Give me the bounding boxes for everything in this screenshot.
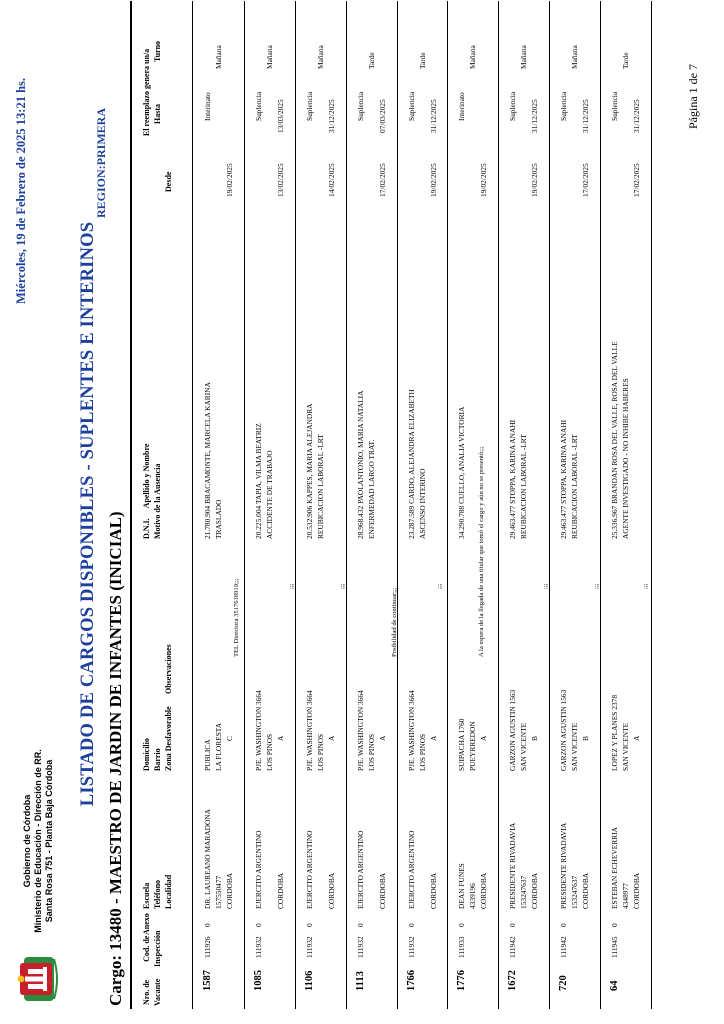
address: LOPEZ Y PLANES 2378 <box>610 694 619 771</box>
shift: Mañana <box>570 45 579 69</box>
address-cell <box>559 690 581 771</box>
unfavorable-zone: A <box>632 735 641 741</box>
table-row <box>448 1 499 1009</box>
person-cell <box>457 407 479 539</box>
school-name: PRESIDENTE RIVADAVIA <box>559 822 568 909</box>
person-cell <box>203 382 225 539</box>
replacement-type: Suplencia <box>254 91 263 121</box>
school-phone: 153247637 <box>519 875 528 909</box>
gov-line-1: Gobierno de Córdoba <box>22 794 32 888</box>
school-cell <box>305 831 338 910</box>
shift: Mañana <box>519 45 528 69</box>
school-cell <box>559 823 592 909</box>
replacement-type: Suplencia <box>559 91 568 121</box>
end-date: 13/03/2025 <box>276 99 285 133</box>
school-phone: 157550477 <box>214 875 223 909</box>
start-date: 19/02/2025 <box>225 163 234 197</box>
absence-reason: REUBICACION LABORAL -LRT <box>316 434 325 539</box>
end-date: 31/12/2025 <box>530 99 539 133</box>
address-cell <box>508 690 530 771</box>
inspection-code: 111926 <box>203 936 212 958</box>
inspection-code: 111933 <box>457 936 466 958</box>
start-date: 13/02/2025 <box>276 163 285 197</box>
address-cell <box>203 723 225 771</box>
observations: TEL Directora 3517618919;;; <box>233 578 240 657</box>
neighborhood: LA FLORESTA <box>214 722 223 771</box>
inspection-code: 111945 <box>610 936 619 958</box>
school-cell <box>203 809 236 909</box>
column-header-desde: Desde <box>164 171 173 192</box>
school-cell <box>254 831 287 910</box>
address-cell <box>254 690 276 771</box>
inspection-code: 111942 <box>559 936 568 958</box>
vacancy-number: 1113 <box>355 971 366 991</box>
school-name: DR. LAUREANO MARADONA <box>203 809 212 909</box>
column-header-dni: D.N.I. <box>142 518 151 539</box>
end-date: 31/12/2025 <box>327 99 336 133</box>
person-cell <box>305 403 327 539</box>
school-cell <box>508 823 541 909</box>
top-divider <box>130 1 132 1009</box>
school-phone: 153247637 <box>570 875 579 909</box>
vacancy-number: 1776 <box>456 970 467 991</box>
vacancy-number: 720 <box>558 975 569 991</box>
column-header-nro: Nro. de Vacante <box>142 978 162 1006</box>
unfavorable-zone: A <box>479 735 488 741</box>
dni-and-name: 34.290.788 CUELLO, ANALIA VICTORIA <box>457 406 466 539</box>
anexo-value: 0 <box>203 923 212 927</box>
anexo-value: 0 <box>356 923 365 927</box>
school-phone <box>418 831 429 910</box>
table-row <box>398 1 448 1009</box>
neighborhood: SAN VICENTE <box>519 722 528 771</box>
column-header-nombre: Apellido y Nombre <box>142 443 151 509</box>
table-row <box>550 1 601 1009</box>
table-row <box>499 1 550 1009</box>
address-cell <box>457 718 479 771</box>
start-date: 17/02/2025 <box>632 163 641 197</box>
unfavorable-zone: B <box>530 736 539 741</box>
school-cell <box>407 831 440 910</box>
school-locality: CORDOBA <box>479 872 488 909</box>
neighborhood: LOS PINOS <box>265 733 274 771</box>
vacancy-number: 1672 <box>507 970 518 991</box>
end-date: 31/12/2025 <box>581 99 590 133</box>
page-number: Página 1 de 7 <box>686 64 700 129</box>
school-locality: CORDOBA <box>581 872 590 909</box>
unfavorable-zone: B <box>581 736 590 741</box>
shift: Mañana <box>265 45 274 69</box>
person-cell <box>407 389 429 539</box>
column-header-escuela: Escuela Teléfono Localidad <box>142 874 173 909</box>
table-row <box>245 1 296 1009</box>
unfavorable-zone: A <box>276 735 285 741</box>
end-date: 07/03/2025 <box>378 99 387 133</box>
gov-line-2: Ministerio de Educación - Dirección de RR. <box>33 749 43 933</box>
person-cell <box>254 423 276 539</box>
school-locality: CORDOBA <box>429 872 438 909</box>
column-header-domicilio: Domicilio Barrio Zona Desfavorable <box>142 706 173 771</box>
observations: ;;; <box>642 583 649 589</box>
dni-and-name: 29.463.477 STOPPA, KARINA ANAHI <box>508 419 517 539</box>
dni-and-name: 28.968.432 PAOLANTONIO, MARIA NATALIA <box>356 390 365 539</box>
school-name: PRESIDENTE RIVADAVIA <box>508 822 517 909</box>
page-title: LISTADO DE CARGOS DISPONIBLES - SUPLENTES E INTERINOS <box>78 221 98 807</box>
dni-and-name: 23.287.589 CARDO, ALEJANDRA ELIZABETH <box>407 389 416 539</box>
neighborhood: LOS PINOS <box>316 733 325 771</box>
vacancy-number: 1587 <box>202 970 213 991</box>
unfavorable-zone: C <box>225 736 234 741</box>
column-header-motivo: Motivo de la Ausencia <box>153 463 162 539</box>
table-row <box>601 1 652 1009</box>
government-crest-icon <box>14 956 58 1002</box>
replacement-type: Suplencia <box>305 91 314 121</box>
address-cell <box>407 690 429 771</box>
school-name: EJERCITO ARGENTINO <box>254 830 263 909</box>
school-locality: CORDOBA <box>530 872 539 909</box>
column-header-reemplazo: El reemplazo genera un/a <box>142 48 151 136</box>
column-header-observaciones: Observaciones <box>164 644 173 694</box>
table-row <box>296 1 347 1009</box>
end-date: 31/12/2025 <box>429 99 438 133</box>
anexo-value: 0 <box>254 923 263 927</box>
absence-reason: ACCIDENTE DE TRABAJO <box>265 450 274 539</box>
report-datetime: Miércoles, 19 de Febrero de 2025 13:21 hs. <box>14 77 28 304</box>
shift: Tarde <box>367 52 376 69</box>
start-date: 19/02/2025 <box>530 163 539 197</box>
school-name: DEAN FUNES <box>457 863 466 909</box>
observations: ;;; <box>542 583 549 589</box>
absence-reason: REUBICACION LABORAL -LRT <box>519 434 528 539</box>
observations: Posibilidad de continuar;;; <box>391 587 398 657</box>
school-locality: CORDOBA <box>327 872 336 909</box>
anexo-value: 0 <box>610 923 619 927</box>
address: GARZON AGUSTIN 1563 <box>559 689 568 771</box>
dni-and-name: 29.463.477 STOPPA, KARINA ANAHI <box>559 419 568 539</box>
table-row <box>194 1 245 1009</box>
vacancy-number: 1106 <box>304 970 315 991</box>
school-phone: 4348977 <box>621 883 630 909</box>
school-phone <box>367 831 378 910</box>
replacement-type: Suplencia <box>356 91 365 121</box>
vacancy-number: 1085 <box>253 970 264 991</box>
row-divider <box>651 1 652 1009</box>
anexo-value: 0 <box>457 923 466 927</box>
start-date: 17/02/2025 <box>378 163 387 197</box>
person-cell <box>610 341 632 539</box>
column-header-cod: Cod. de Inspección <box>142 930 162 967</box>
unfavorable-zone: A <box>327 735 336 741</box>
start-date: 19/02/2025 <box>479 163 488 197</box>
address: PJE. WASHINGTON 3664 <box>254 690 263 771</box>
start-date: 14/02/2025 <box>327 163 336 197</box>
replacement-type: Interinato <box>203 92 212 121</box>
vacancy-number: 1766 <box>406 970 417 991</box>
shift: Mañana <box>316 45 325 69</box>
anexo-value: 0 <box>559 923 568 927</box>
start-date: 19/02/2025 <box>429 163 438 197</box>
school-name: EJERCITO ARGENTINO <box>305 830 314 909</box>
anexo-value: 0 <box>305 923 314 927</box>
shift: Mañana <box>468 45 477 69</box>
vacancy-number: 64 <box>609 980 620 991</box>
column-header-hasta: Hasta <box>153 104 162 124</box>
header-divider <box>192 1 193 1009</box>
school-name: ESTEBAN ECHEVERRIA <box>610 827 619 909</box>
region-label: REGION:PRIMERA <box>94 108 108 218</box>
observations: ;;; <box>288 583 295 589</box>
inspection-code: 111932 <box>407 936 416 958</box>
anexo-value: 0 <box>508 923 517 927</box>
school-locality: CORDOBA <box>225 872 234 909</box>
address: PUBLICA <box>203 739 212 771</box>
school-name: EJERCITO ARGENTINO <box>407 830 416 909</box>
address: PJE. WASHINGTON 3664 <box>305 690 314 771</box>
address: PJE. WASHINGTON 3664 <box>356 690 365 771</box>
observations: A la espera de la llegada de una titular que tomó el cargo y aún no se presentó;;; <box>478 446 485 657</box>
inspection-code: 111932 <box>356 936 365 958</box>
school-locality: CORDOBA <box>632 872 641 909</box>
dni-and-name: 21.780.904 BRACAMONTE, MARCELA KARINA <box>203 382 212 539</box>
neighborhood: SAN VICENTE <box>570 722 579 771</box>
school-cell <box>457 863 490 909</box>
observations: ;;; <box>436 583 443 589</box>
table-row <box>347 1 398 1009</box>
person-cell <box>356 391 378 539</box>
person-cell <box>559 420 581 539</box>
cargo-title: Cargo: 13480 - MAESTRO DE JARDIN DE INFANTES (INICIAL) <box>106 511 125 1006</box>
address-cell <box>356 690 378 771</box>
address: PJE. WASHINGTON 3664 <box>407 690 416 771</box>
school-phone: 4339196 <box>468 883 477 909</box>
school-name: EJERCITO ARGENTINO <box>356 830 365 909</box>
person-cell <box>508 420 530 539</box>
inspection-code: 111932 <box>305 936 314 958</box>
school-phone <box>265 831 276 910</box>
column-header-anexo: Anexo <box>142 913 151 935</box>
dni-and-name: 25.336.967 BRANDAN ROSA DEL VALLE, ROSA DEL VALLE <box>610 341 619 539</box>
unfavorable-zone: A <box>429 735 438 741</box>
anexo-value: 0 <box>407 923 416 927</box>
inspection-code: 111942 <box>508 936 517 958</box>
absence-reason: ASCENSO INTERINO <box>418 468 427 539</box>
address: SUIPACHA 1760 <box>457 718 466 771</box>
absence-reason: REUBICACION LABORAL -LRT <box>570 434 579 539</box>
replacement-type: Suplencia <box>610 91 619 121</box>
start-date: 17/02/2025 <box>581 163 590 197</box>
gov-line-3: Santa Rosa 751 - Planta Baja Córdoba <box>44 759 54 923</box>
neighborhood: PUEYRREDON <box>468 721 477 771</box>
dni-and-name: 20.225.004 TAPIA, VILMA BEATRIZ <box>254 423 263 539</box>
observations: ;;; <box>339 583 346 589</box>
absence-reason <box>468 407 479 539</box>
unfavorable-zone: A <box>378 735 387 741</box>
government-heading <box>22 746 55 936</box>
inspection-code: 111932 <box>254 936 263 958</box>
replacement-type: Suplencia <box>508 91 517 121</box>
school-cell <box>610 827 643 909</box>
school-cell <box>356 831 389 910</box>
address-cell <box>305 690 327 771</box>
shift: Mañana <box>214 45 223 69</box>
school-locality: CORDOBA <box>276 872 285 909</box>
absence-reason: ENFERMEDAD LARGO TRAT. <box>367 439 376 539</box>
replacement-type: Suplencia <box>407 91 416 121</box>
school-phone <box>316 831 327 910</box>
end-date: 31/12/2025 <box>632 99 641 133</box>
shift: Tarde <box>621 52 630 69</box>
observations: ;;; <box>593 583 600 589</box>
column-header-dni-nombre <box>141 444 163 539</box>
neighborhood: LOS PINOS <box>367 733 376 771</box>
absence-reason: TRASLADO <box>214 499 223 539</box>
replacement-type: Interinato <box>457 92 466 121</box>
address-cell <box>610 695 632 771</box>
column-header-turno: Turno <box>153 40 162 62</box>
shift: Tarde <box>418 52 427 69</box>
neighborhood: SAN VICENTE <box>621 722 630 771</box>
absence-reason: AGENTE INVESTIGADO - NO INHIBE HABERES <box>621 378 630 539</box>
neighborhood: LOS PINOS <box>418 733 427 771</box>
school-locality: CORDOBA <box>378 872 387 909</box>
address: GARZON AGUSTIN 1563 <box>508 689 517 771</box>
dni-and-name: 20.532.906 KAPPES, MARIA ALEJANDRA <box>305 403 314 539</box>
